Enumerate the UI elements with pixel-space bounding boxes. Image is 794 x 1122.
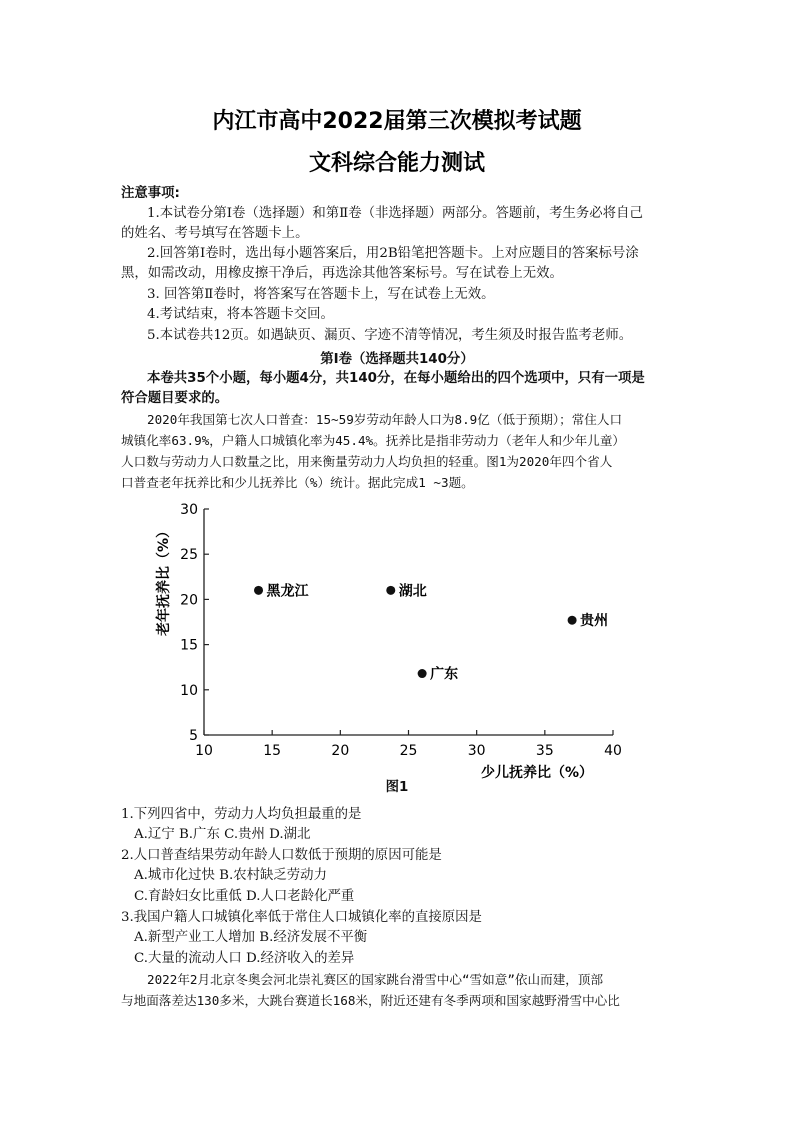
notice-line: 3. 回答第Ⅱ卷时，将答案写在答题卡上，写在试卷上无效。 [147, 287, 495, 302]
y-axis-label: 老年抚养比（%） [156, 523, 172, 637]
scatter-chart [150, 495, 650, 785]
passage-line: 2020年我国第七次人口普查：15~59岁劳动年龄人口为8.9亿（低于预期）；常住人口 [147, 412, 623, 427]
y-tick-label: 5 [189, 728, 198, 744]
notice-line: 1.本试卷分第Ⅰ卷（选择题）和第Ⅱ卷（非选择题）两部分。答题前，考生务必将自己 [147, 206, 643, 221]
passage-line: 2022年2月北京冬奥会河北崇礼赛区的国家跳台滑雪中心“雪如意”依山而建，顶部 [147, 972, 604, 987]
passage-line: 城镇化率63.9%，户籍人口城镇化率为45.4%。抚养比是指非劳动力（老年人和少年儿童） [121, 433, 626, 448]
y-tick-label: 10 [180, 682, 198, 699]
question-stem: 2.人口普查结果劳动年龄人口数低于预期的原因可能是 [121, 848, 442, 863]
exam-subtitle: 文科综合能力测试 [308, 151, 485, 176]
data-point [386, 586, 395, 595]
passage-line: 口普查老年抚养比和少儿抚养比（%）统计。据此完成1 ~3题。 [121, 475, 474, 490]
y-tick-label: 20 [180, 592, 198, 609]
data-point-label: 广东 [430, 666, 459, 683]
section-intro-line: 符合题目要求的。 [121, 391, 229, 406]
notice-line: 黑，如需改动，用橡皮擦干净后，再选涂其他答案标号。写在试卷上无效。 [121, 266, 563, 281]
notice-line: 5.本试卷共12页。如遇缺页、漏页、字迹不清等情况，考生须及时报告监考老师。 [147, 328, 633, 343]
y-tick-label: 30 [180, 502, 198, 518]
question-stem: 1.下列四省中，劳动力人均负担最重的是 [121, 807, 362, 822]
notice-line: 的姓名、考号填写在答题卡上。 [121, 226, 309, 241]
exam-title: 内江市高中2022届第三次模拟考试题 [212, 109, 582, 134]
notice-line: 4.考试结束，将本答题卡交回。 [147, 307, 334, 322]
question-options: C.大量的流动人口 D.经济收入的差异 [134, 951, 355, 966]
section-intro-line: 本卷共35个小题，每小题4分，共140分，在每小题给出的四个选项中，只有一项是 [147, 371, 645, 386]
question-options: A.新型产业工人增加 B.经济发展不平衡 [134, 930, 368, 945]
data-point [418, 669, 427, 678]
question-options: C.育龄妇女比重低 D.人口老龄化严重 [134, 889, 355, 904]
figure-caption: 图1 [385, 780, 409, 795]
x-tick-label: 35 [535, 743, 554, 759]
y-tick-label: 25 [180, 547, 198, 564]
data-point-label: 贵州 [580, 613, 609, 630]
x-tick-label: 10 [195, 743, 213, 759]
x-tick-label: 40 [604, 743, 622, 759]
question-options: A.城市化过快 B.农村缺乏劳动力 [134, 868, 327, 883]
data-point [254, 586, 263, 595]
passage-line: 与地面落差达130多米，大跳台赛道长168米，附近还建有冬季两项和国家越野滑雪中心比 [121, 993, 620, 1008]
y-tick-label: 15 [180, 637, 198, 654]
passage-line: 人口数与劳动力人口数量之比，用来衡量劳动力人均负担的轻重。图1为2020年四个省人 [121, 454, 613, 469]
x-tick-label: 15 [263, 743, 282, 759]
x-tick-label: 20 [331, 743, 350, 759]
notice-line: 2.回答第Ⅰ卷时，选出每小题答案后，用2B铅笔把答题卡。上对应题目的答案标号涂 [147, 246, 639, 261]
x-axis-label: 少儿抚养比（%） [480, 765, 594, 781]
section-title: 第Ⅰ卷（选择题共140分） [320, 352, 474, 367]
question-options: A.辽宁 B.广东 C.贵州 D.湖北 [134, 827, 311, 842]
data-point-label: 黑龙江 [266, 583, 309, 600]
x-tick-label: 25 [399, 743, 418, 759]
x-tick-label: 30 [467, 743, 486, 759]
data-point-label: 湖北 [398, 583, 427, 600]
notice-heading: 注意事项: [121, 186, 180, 201]
question-stem: 3.我国户籍人口城镇化率低于常住人口城镇化率的直接原因是 [121, 910, 482, 925]
data-point [568, 616, 577, 625]
